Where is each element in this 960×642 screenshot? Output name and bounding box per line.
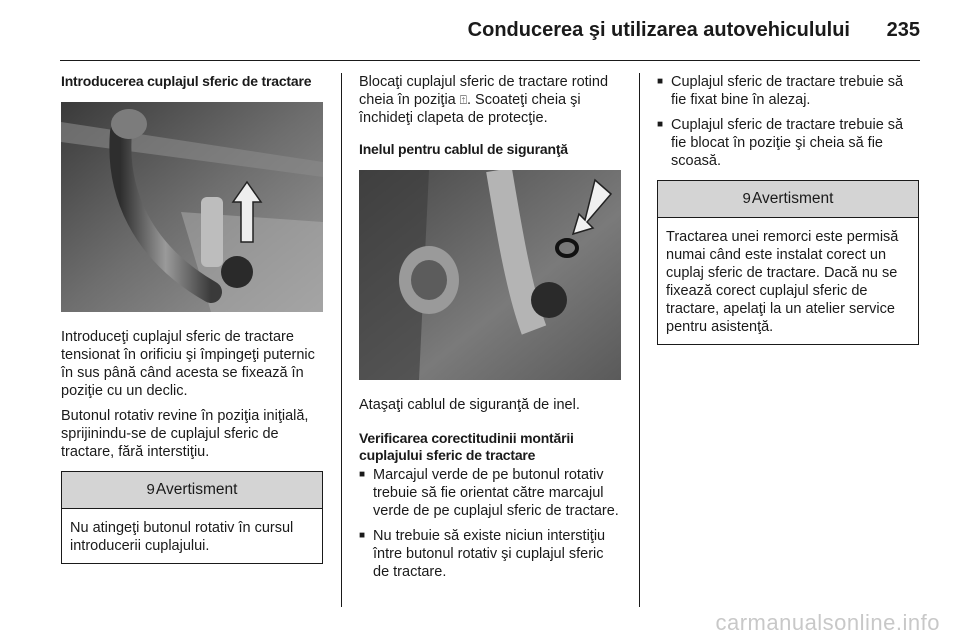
- lock-instruction-text-end: . Scoateţi cheia şi închideţi clapeta de protecţie.: [359, 92, 581, 126]
- safety-cable-ring-photo: [359, 170, 621, 380]
- figure-caption: Ataşaţi cablul de siguranţă de inel.: [359, 397, 580, 413]
- warning-header: [62, 472, 322, 509]
- watermark-text: carmanualsonline.info: [715, 610, 940, 635]
- page-header: [60, 0, 920, 61]
- bullet-icon: ■: [657, 76, 664, 87]
- towbar-insertion-photo: [61, 102, 323, 312]
- warning-triangle-icon: 9: [146, 481, 155, 498]
- warning-triangle-icon: 9: [742, 190, 751, 207]
- column-divider: [639, 73, 640, 607]
- list-item: ■ Cuplajul sferic de tractare trebuie să fie fixat bine în alezaj.: [657, 74, 904, 108]
- bullet-icon: ■: [359, 469, 366, 480]
- list-item: ■ Cuplajul sferic de tractare trebuie să fie blocat în poziţie şi cheia să fie scoasă.: [657, 117, 904, 169]
- towbar-insertion-illustration: [61, 102, 323, 312]
- list-item: ■ Nu trebuie să existe niciun interstiţiu între butonul rotativ şi cuplajul sferic de tractare.: [359, 528, 606, 580]
- bullet-icon: ■: [359, 530, 366, 541]
- section-heading: Verificarea corectitudinii montării cuplajului sferic de tractare: [359, 430, 574, 463]
- column-2: [359, 73, 623, 589]
- section-heading: Inelul pentru cablul de siguranţă: [359, 141, 568, 157]
- lock-instruction-text: Blocaţi cuplajul sferic de tractare rotind cheia în poziţia: [359, 74, 609, 108]
- column-1: [61, 73, 323, 564]
- warning-text: Nu atingeţi butonul rotativ în cursul introducerii cuplajului.: [70, 520, 294, 554]
- list-item: ■ Marcajul verde de pe butonul rotativ trebuie să fie orientat către marcajul verde de pe cuplajul sferic de tractare.: [359, 467, 619, 519]
- paragraph: Butonul rotativ revine în poziţia iniţială, sprijinindu-se de cuplajul sferic de tractare, fără interstiţiu.: [61, 408, 309, 460]
- paragraph: Introduceţi cuplajul sferic de tractare tensionat în orificiu şi împingeţi puternic în sus până când acesta se fixează în poziţie cu un declic.: [61, 329, 315, 399]
- warning-header: [658, 181, 918, 218]
- warning-text: Tractarea unei remorci este permisă numai când este instalat corect un cuplaj sferic de tractare. Dacă nu se fixează corect cuplajul sferic de tractare, apelaţi la un atelier service pentru asistenţă.: [666, 229, 899, 335]
- check-list: [359, 466, 623, 581]
- page-number: 235: [886, 19, 920, 41]
- check-list: [657, 73, 919, 170]
- warning-box: [657, 180, 919, 345]
- warning-title: Avertisment: [155, 481, 238, 498]
- section-heading: Introducerea cuplajul sferic de tractare: [61, 73, 312, 89]
- warning-box: [61, 471, 323, 564]
- column-divider: [341, 73, 342, 607]
- lock-position-icon: ⍐: [459, 93, 467, 107]
- paragraph: [359, 73, 623, 127]
- safety-cable-ring-illustration: [359, 170, 621, 380]
- bullet-icon: ■: [657, 119, 664, 130]
- warning-title: Avertisment: [751, 190, 834, 207]
- page-title: Conducerea şi utilizarea autovehiculului: [467, 19, 850, 41]
- column-3: [657, 73, 919, 345]
